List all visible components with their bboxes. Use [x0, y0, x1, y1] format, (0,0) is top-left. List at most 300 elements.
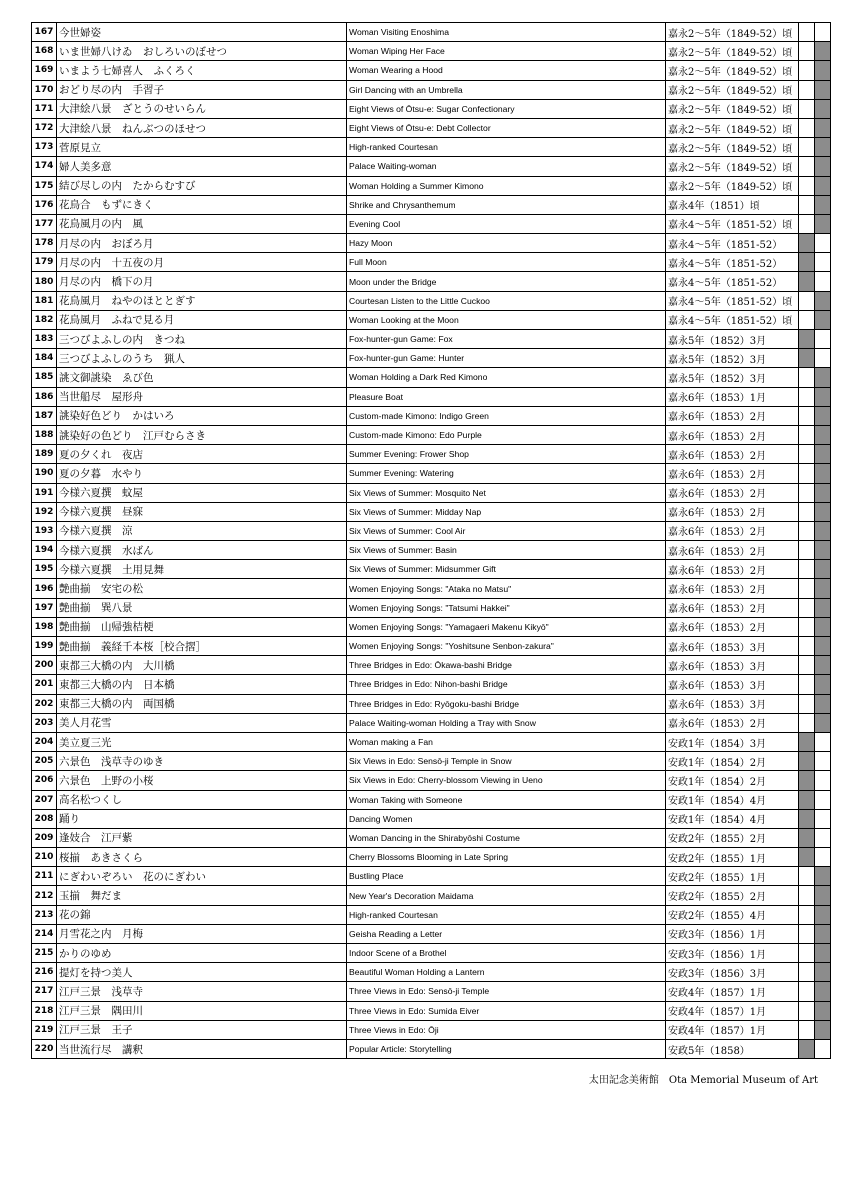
japanese-title: 三つびよふしの内 きつね [57, 330, 347, 349]
period-marker-second [815, 349, 831, 368]
period-marker-second [815, 905, 831, 924]
table-row [32, 617, 831, 636]
period-marker-first [799, 176, 815, 195]
japanese-title: 艶曲揃 安宅の松 [57, 579, 347, 598]
row-number: 201 [32, 675, 57, 694]
japanese-title: 月尽の内 おぼろ月 [57, 234, 347, 253]
period-marker-first [799, 310, 815, 329]
period-marker-second [815, 1020, 831, 1039]
period-marker-first [799, 617, 815, 636]
japanese-title: 江戸三景 浅草寺 [57, 982, 347, 1001]
period-marker-second [815, 176, 831, 195]
date-cell: 安政4年（1857）1月 [666, 1001, 799, 1020]
date-cell: 安政2年（1855）4月 [666, 905, 799, 924]
period-marker-second [815, 234, 831, 253]
english-title: High-ranked Courtesan [347, 905, 666, 924]
table-row [32, 330, 831, 349]
period-marker-first [799, 464, 815, 483]
date-cell: 嘉永6年（1853）2月 [666, 445, 799, 464]
date-cell: 安政2年（1855）1月 [666, 848, 799, 867]
english-title: Evening Cool [347, 214, 666, 233]
english-title: Palace Waiting-woman [347, 157, 666, 176]
japanese-title: 夏の夕くれ 夜店 [57, 445, 347, 464]
table-row [32, 598, 831, 617]
period-marker-first [799, 809, 815, 828]
date-cell: 安政4年（1857）1月 [666, 982, 799, 1001]
period-marker-first [799, 886, 815, 905]
english-title: Hazy Moon [347, 234, 666, 253]
table-row [32, 272, 831, 291]
period-marker-second [815, 502, 831, 521]
table-row [32, 944, 831, 963]
table-row [32, 118, 831, 137]
period-marker-second [815, 790, 831, 809]
table-row [32, 867, 831, 886]
table-row [32, 560, 831, 579]
row-number: 193 [32, 521, 57, 540]
row-number: 214 [32, 924, 57, 943]
table-row [32, 483, 831, 502]
period-marker-first [799, 598, 815, 617]
period-marker-second [815, 598, 831, 617]
row-number: 178 [32, 234, 57, 253]
japanese-title: 菅原見立 [57, 138, 347, 157]
period-marker-second [815, 541, 831, 560]
period-marker-first [799, 368, 815, 387]
japanese-title: 月尽の内 十五夜の月 [57, 253, 347, 272]
table-row [32, 138, 831, 157]
japanese-title: 東都三大橋の内 大川橋 [57, 656, 347, 675]
japanese-title: 婦人美多意 [57, 157, 347, 176]
row-number: 182 [32, 310, 57, 329]
row-number: 174 [32, 157, 57, 176]
period-marker-second [815, 867, 831, 886]
japanese-title: いま世婦八けゐ おしろいのぼせつ [57, 42, 347, 61]
table-row [32, 713, 831, 732]
japanese-title: にぎわいぞろい 花のにぎわい [57, 867, 347, 886]
museum-credit: 太田記念美術館 Ota Memorial Museum of Art [588, 1075, 818, 1086]
date-cell: 嘉永4～5年（1851-52） [666, 253, 799, 272]
english-title: Woman Wearing a Hood [347, 61, 666, 80]
period-marker-second [815, 675, 831, 694]
japanese-title: 大津絵八景 ざとうのせいらん [57, 99, 347, 118]
period-marker-second [815, 214, 831, 233]
japanese-title: 大津絵八景 ねんぶつのほせつ [57, 118, 347, 137]
table-row [32, 828, 831, 847]
table-row [32, 1020, 831, 1039]
period-marker-first [799, 195, 815, 214]
date-cell: 嘉永6年（1853）3月 [666, 637, 799, 656]
row-number: 170 [32, 80, 57, 99]
english-title: Summer Evening: Frower Shop [347, 445, 666, 464]
english-title: Woman Holding a Dark Red Kimono [347, 368, 666, 387]
period-marker-second [815, 387, 831, 406]
row-number: 172 [32, 118, 57, 137]
period-marker-second [815, 694, 831, 713]
japanese-title: 艶曲揃 義経千本桜［校合摺］ [57, 637, 347, 656]
japanese-title: 花鳥風月 ねやのほととぎす [57, 291, 347, 310]
table-row [32, 349, 831, 368]
row-number: 177 [32, 214, 57, 233]
japanese-title: 月尽の内 橋下の月 [57, 272, 347, 291]
period-marker-first [799, 80, 815, 99]
english-title: Three Views in Edo: Sumida Eiver [347, 1001, 666, 1020]
english-title: Three Views in Edo: Sensō-ji Temple [347, 982, 666, 1001]
period-marker-first [799, 713, 815, 732]
english-title: Dancing Women [347, 809, 666, 828]
table-row [32, 368, 831, 387]
period-marker-first [799, 924, 815, 943]
table-row [32, 195, 831, 214]
period-marker-second [815, 963, 831, 982]
period-marker-second [815, 195, 831, 214]
period-marker-second [815, 656, 831, 675]
japanese-title: 花鳥風月の内 風 [57, 214, 347, 233]
period-marker-first [799, 61, 815, 80]
period-marker-first [799, 752, 815, 771]
row-number: 195 [32, 560, 57, 579]
period-marker-first [799, 541, 815, 560]
date-cell: 嘉永6年（1853）2月 [666, 502, 799, 521]
english-title: Fox-hunter-gun Game: Hunter [347, 349, 666, 368]
japanese-title: 東都三大橋の内 日本橋 [57, 675, 347, 694]
period-marker-first [799, 828, 815, 847]
period-marker-second [815, 828, 831, 847]
row-number: 190 [32, 464, 57, 483]
period-marker-first [799, 42, 815, 61]
date-cell: 嘉永6年（1853）2月 [666, 560, 799, 579]
period-marker-first [799, 694, 815, 713]
period-marker-first [799, 425, 815, 444]
period-marker-second [815, 272, 831, 291]
table-row [32, 521, 831, 540]
japanese-title: 花鳥合 もずにきく [57, 195, 347, 214]
english-title: Bustling Place [347, 867, 666, 886]
date-cell: 嘉永4～5年（1851-52） [666, 272, 799, 291]
period-marker-second [815, 771, 831, 790]
japanese-title: 今世婦姿 [57, 23, 347, 42]
period-marker-first [799, 637, 815, 656]
period-marker-first [799, 905, 815, 924]
table-row [32, 809, 831, 828]
japanese-title: 花の錦 [57, 905, 347, 924]
english-title: Indoor Scene of a Brothel [347, 944, 666, 963]
english-title: Full Moon [347, 253, 666, 272]
japanese-title: 高名松つくし [57, 790, 347, 809]
table-row [32, 310, 831, 329]
period-marker-second [815, 560, 831, 579]
table-row [32, 23, 831, 42]
date-cell: 嘉永2～5年（1849-52）頃 [666, 176, 799, 195]
row-number: 217 [32, 982, 57, 1001]
table-row [32, 99, 831, 118]
period-marker-second [815, 982, 831, 1001]
period-marker-second [815, 425, 831, 444]
english-title: Woman Dancing in the Shirabyōshi Costume [347, 828, 666, 847]
english-title: Custom-made Kimono: Edo Purple [347, 425, 666, 444]
date-cell: 嘉永2～5年（1849-52）頃 [666, 80, 799, 99]
english-title: Summer Evening: Watering [347, 464, 666, 483]
date-cell: 嘉永6年（1853）2月 [666, 521, 799, 540]
table-row [32, 541, 831, 560]
japanese-title: 逢妓合 江戸紫 [57, 828, 347, 847]
date-cell: 嘉永6年（1853）2月 [666, 483, 799, 502]
date-cell: 嘉永4～5年（1851-52）頃 [666, 291, 799, 310]
date-cell: 嘉永6年（1853）3月 [666, 675, 799, 694]
row-number: 211 [32, 867, 57, 886]
row-number: 179 [32, 253, 57, 272]
period-marker-first [799, 867, 815, 886]
table-row [32, 176, 831, 195]
period-marker-second [815, 157, 831, 176]
english-title: Popular Article: Storytelling [347, 1039, 666, 1058]
row-number: 186 [32, 387, 57, 406]
japanese-title: 江戸三景 王子 [57, 1020, 347, 1039]
date-cell: 嘉永4～5年（1851-52）頃 [666, 214, 799, 233]
table-row [32, 963, 831, 982]
row-number: 169 [32, 61, 57, 80]
english-title: Three Views in Edo: Ōji [347, 1020, 666, 1039]
period-marker-second [815, 445, 831, 464]
period-marker-first [799, 560, 815, 579]
english-title: Eight Views of Ōtsu-e: Debt Collector [347, 118, 666, 137]
english-title: Cherry Blossoms Blooming in Late Spring [347, 848, 666, 867]
period-marker-first [799, 483, 815, 502]
english-title: Six Views of Summer: Midsummer Gift [347, 560, 666, 579]
row-number: 219 [32, 1020, 57, 1039]
date-cell: 嘉永6年（1853）2月 [666, 598, 799, 617]
english-title: Shrike and Chrysanthemum [347, 195, 666, 214]
row-number: 196 [32, 579, 57, 598]
date-cell: 嘉永6年（1853）2月 [666, 464, 799, 483]
date-cell: 安政1年（1854）2月 [666, 771, 799, 790]
japanese-title: 六景色 上野の小桜 [57, 771, 347, 790]
date-cell: 嘉永2～5年（1849-52）頃 [666, 23, 799, 42]
date-cell: 嘉永2～5年（1849-52）頃 [666, 99, 799, 118]
date-cell: 嘉永2～5年（1849-52）頃 [666, 157, 799, 176]
table-row [32, 579, 831, 598]
date-cell: 嘉永2～5年（1849-52）頃 [666, 118, 799, 137]
period-marker-second [815, 617, 831, 636]
english-title: Fox-hunter-gun Game: Fox [347, 330, 666, 349]
period-marker-second [815, 944, 831, 963]
english-title: Custom-made Kimono: Indigo Green [347, 406, 666, 425]
japanese-title: 踊り [57, 809, 347, 828]
japanese-title: 今様六夏撰 涼 [57, 521, 347, 540]
date-cell: 安政1年（1854）2月 [666, 752, 799, 771]
period-marker-second [815, 732, 831, 751]
row-number: 185 [32, 368, 57, 387]
period-marker-second [815, 521, 831, 540]
period-marker-first [799, 848, 815, 867]
period-marker-second [815, 464, 831, 483]
english-title: Eight Views of Ōtsu-e: Sugar Confectionary [347, 99, 666, 118]
period-marker-second [815, 637, 831, 656]
period-marker-second [815, 713, 831, 732]
period-marker-first [799, 272, 815, 291]
table-row [32, 42, 831, 61]
english-title: Geisha Reading a Letter [347, 924, 666, 943]
period-marker-second [815, 924, 831, 943]
table-row [32, 848, 831, 867]
japanese-title: 江戸三景 隅田川 [57, 1001, 347, 1020]
period-marker-first [799, 579, 815, 598]
japanese-title: 三つびよふしのうち 猟人 [57, 349, 347, 368]
period-marker-second [815, 483, 831, 502]
period-marker-first [799, 1001, 815, 1020]
row-number: 220 [32, 1039, 57, 1058]
period-marker-second [815, 118, 831, 137]
japanese-title: おどり尽の内 手習子 [57, 80, 347, 99]
table-row [32, 502, 831, 521]
row-number: 192 [32, 502, 57, 521]
artwork-list-body [32, 23, 831, 1059]
period-marker-second [815, 138, 831, 157]
table-row [32, 253, 831, 272]
japanese-title: 艶曲揃 山帰強桔梗 [57, 617, 347, 636]
date-cell: 嘉永5年（1852）3月 [666, 330, 799, 349]
period-marker-first [799, 99, 815, 118]
table-row [32, 80, 831, 99]
japanese-title: 今様六夏撰 水ばん [57, 541, 347, 560]
english-title: Courtesan Listen to the Little Cuckoo [347, 291, 666, 310]
artwork-list-table [31, 22, 831, 1059]
row-number: 215 [32, 944, 57, 963]
table-row [32, 387, 831, 406]
period-marker-first [799, 521, 815, 540]
date-cell: 嘉永6年（1853）2月 [666, 406, 799, 425]
table-row [32, 790, 831, 809]
japanese-title: 今様六夏撰 土用見舞 [57, 560, 347, 579]
japanese-title: 誂文御誂染 ゑび色 [57, 368, 347, 387]
japanese-title: 結び尽しの内 たからむすび [57, 176, 347, 195]
period-marker-first [799, 656, 815, 675]
english-title: Palace Waiting-woman Holding a Tray with Snow [347, 713, 666, 732]
english-title: Women Enjoying Songs: "Yamagaeri Makenu Kikyō" [347, 617, 666, 636]
period-marker-second [815, 1001, 831, 1020]
row-number: 194 [32, 541, 57, 560]
english-title: Six Views of Summer: Basin [347, 541, 666, 560]
table-row [32, 886, 831, 905]
row-number: 188 [32, 425, 57, 444]
date-cell: 嘉永6年（1853）2月 [666, 425, 799, 444]
row-number: 209 [32, 828, 57, 847]
period-marker-first [799, 138, 815, 157]
japanese-title: 東都三大橋の内 両国橋 [57, 694, 347, 713]
row-number: 191 [32, 483, 57, 502]
date-cell: 安政4年（1857）1月 [666, 1020, 799, 1039]
period-marker-first [799, 675, 815, 694]
table-row [32, 752, 831, 771]
japanese-title: 六景色 浅草寺のゆき [57, 752, 347, 771]
row-number: 167 [32, 23, 57, 42]
table-row [32, 1039, 831, 1058]
english-title: Girl Dancing with an Umbrella [347, 80, 666, 99]
row-number: 197 [32, 598, 57, 617]
date-cell: 嘉永4～5年（1851-52） [666, 234, 799, 253]
date-cell: 嘉永2～5年（1849-52）頃 [666, 42, 799, 61]
row-number: 208 [32, 809, 57, 828]
table-row [32, 771, 831, 790]
english-title: Six Views in Edo: Cherry-blossom Viewing in Ueno [347, 771, 666, 790]
date-cell: 嘉永6年（1853）3月 [666, 694, 799, 713]
english-title: Woman Holding a Summer Kimono [347, 176, 666, 195]
period-marker-first [799, 118, 815, 137]
period-marker-first [799, 349, 815, 368]
period-marker-second [815, 848, 831, 867]
japanese-title: 桜揃 あきさくら [57, 848, 347, 867]
english-title: Woman Looking at the Moon [347, 310, 666, 329]
period-marker-second [815, 310, 831, 329]
table-row [32, 234, 831, 253]
period-marker-first [799, 234, 815, 253]
row-number: 218 [32, 1001, 57, 1020]
date-cell: 安政2年（1855）2月 [666, 886, 799, 905]
japanese-title: 艶曲揃 巽八景 [57, 598, 347, 617]
english-title: New Year's Decoration Maidama [347, 886, 666, 905]
row-number: 187 [32, 406, 57, 425]
period-marker-first [799, 291, 815, 310]
english-title: Beautiful Woman Holding a Lantern [347, 963, 666, 982]
period-marker-first [799, 982, 815, 1001]
row-number: 189 [32, 445, 57, 464]
date-cell: 嘉永4年（1851）頃 [666, 195, 799, 214]
period-marker-second [815, 406, 831, 425]
japanese-title: 今様六夏撰 昼寐 [57, 502, 347, 521]
period-marker-first [799, 732, 815, 751]
period-marker-second [815, 579, 831, 598]
table-row [32, 656, 831, 675]
period-marker-first [799, 963, 815, 982]
period-marker-second [815, 23, 831, 42]
period-marker-first [799, 502, 815, 521]
period-marker-first [799, 214, 815, 233]
period-marker-second [815, 1039, 831, 1058]
english-title: Women Enjoying Songs: "Yoshitsune Senbon-zakura" [347, 637, 666, 656]
table-row [32, 905, 831, 924]
row-number: 171 [32, 99, 57, 118]
row-number: 180 [32, 272, 57, 291]
row-number: 200 [32, 656, 57, 675]
date-cell: 嘉永5年（1852）3月 [666, 349, 799, 368]
row-number: 173 [32, 138, 57, 157]
period-marker-first [799, 387, 815, 406]
row-number: 168 [32, 42, 57, 61]
row-number: 203 [32, 713, 57, 732]
date-cell: 安政1年（1854）4月 [666, 809, 799, 828]
period-marker-first [799, 1020, 815, 1039]
english-title: Woman Wiping Her Face [347, 42, 666, 61]
japanese-title: 当世船尽 屋形舟 [57, 387, 347, 406]
table-row [32, 61, 831, 80]
period-marker-first [799, 253, 815, 272]
row-number: 207 [32, 790, 57, 809]
japanese-title: 提灯を持つ美人 [57, 963, 347, 982]
japanese-title: 美立夏三光 [57, 732, 347, 751]
period-marker-first [799, 944, 815, 963]
date-cell: 安政3年（1856）3月 [666, 963, 799, 982]
english-title: Six Views of Summer: Midday Nap [347, 502, 666, 521]
period-marker-first [799, 23, 815, 42]
date-cell: 嘉永2～5年（1849-52）頃 [666, 61, 799, 80]
period-marker-second [815, 886, 831, 905]
japanese-title: かりのゆめ [57, 944, 347, 963]
table-row [32, 445, 831, 464]
date-cell: 安政2年（1855）1月 [666, 867, 799, 886]
date-cell: 嘉永6年（1853）2月 [666, 579, 799, 598]
table-row [32, 694, 831, 713]
period-marker-second [815, 752, 831, 771]
